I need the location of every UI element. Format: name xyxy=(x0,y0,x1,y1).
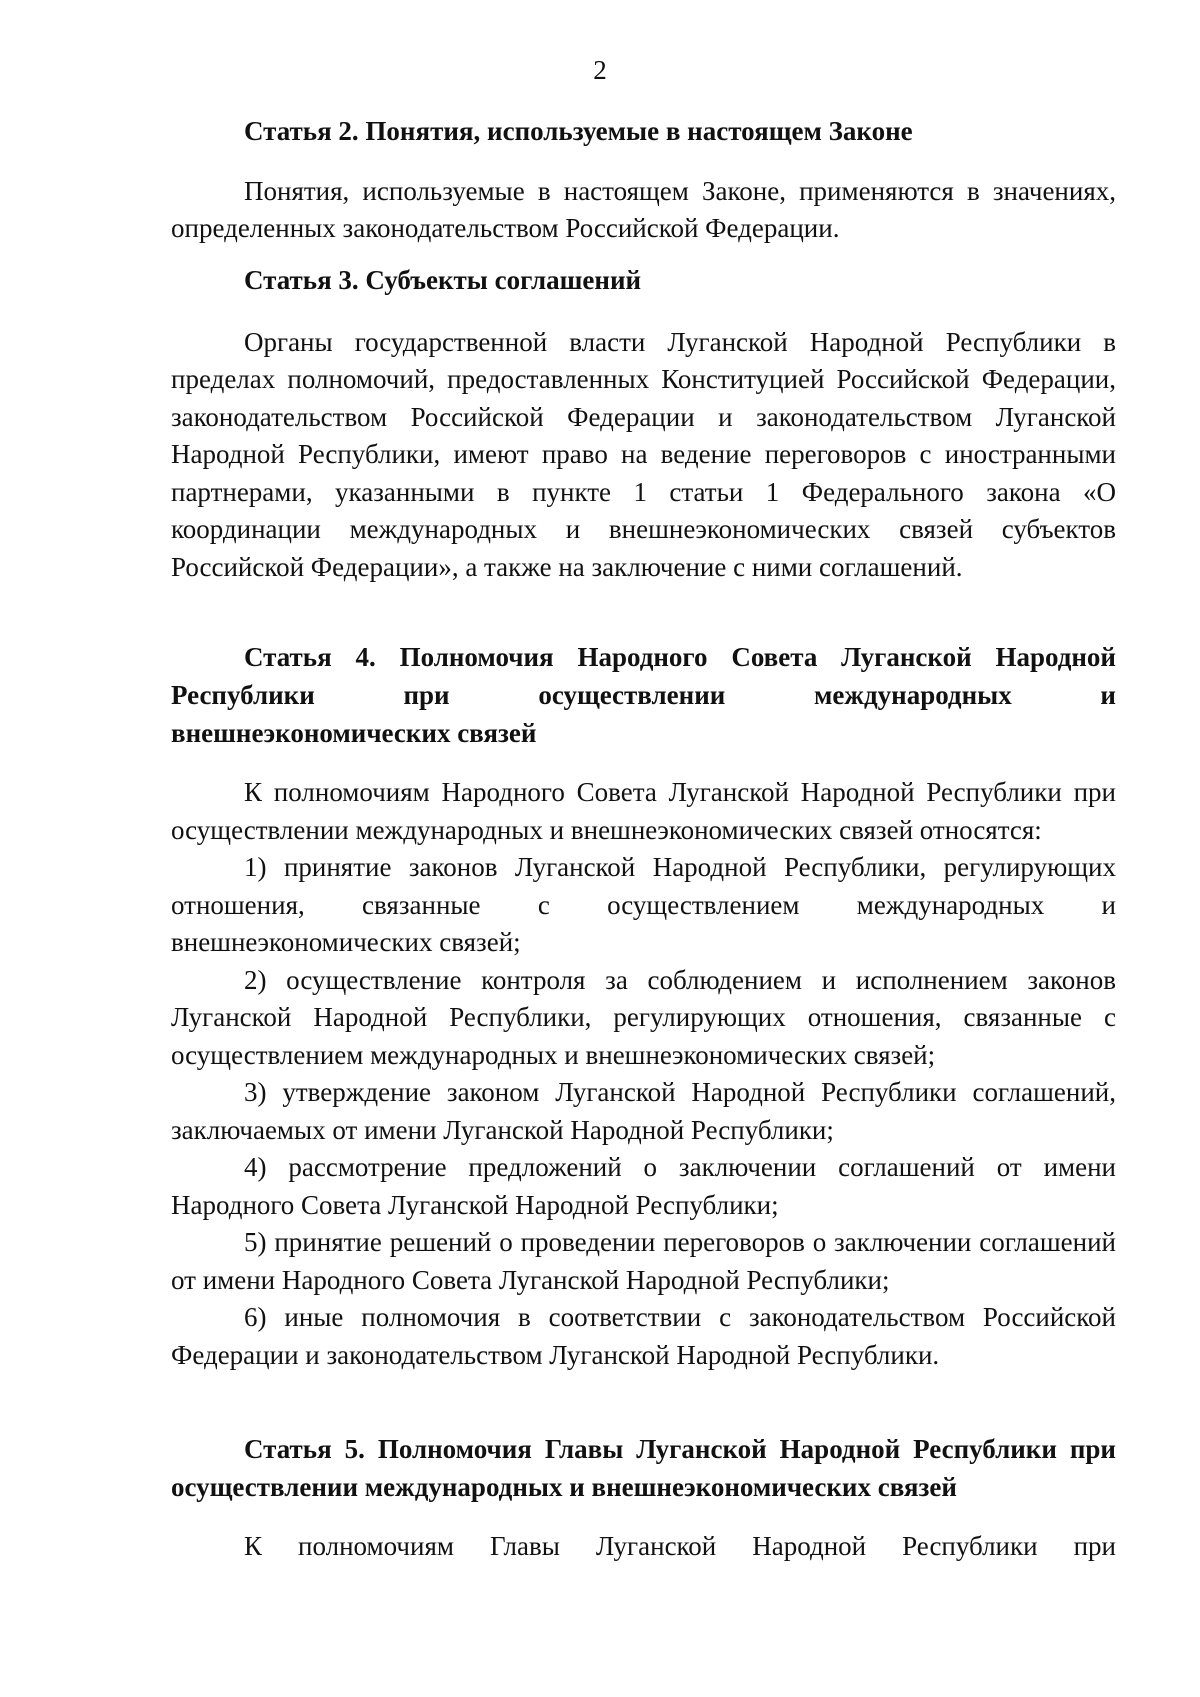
article-4-intro: К полномочиям Народного Совета Луганской Народной Республики при осуществлении международных и внешнеэкономических связей относятся: xyxy=(171,777,1116,845)
article-5 xyxy=(171,1430,1116,1566)
article-2-text: Понятия, используемые в настоящем Законе, применяются в значениях, определенных законодательством Российской Федерации. xyxy=(171,175,1116,243)
article-4-heading-end: внешнеэкономических связей xyxy=(171,718,537,748)
article-4 xyxy=(171,638,1116,1374)
list-item: 4) рассмотрение предложений о заключении соглашений от имени Народного Совета Луганской Народной Республики; xyxy=(171,1152,1116,1220)
list-item: 3) утверждение законом Луганской Народной Республики соглашений, заключаемых от имени Луганской Народной Республики; xyxy=(171,1077,1116,1145)
list-item: 2) осуществление контроля за соблюдением и исполнением законов Луганской Народной Республики, регулирующих отношения, связанные с осуществлением международных и внешнеэкономических связей; xyxy=(171,964,1116,1070)
article-5-text: К полномочиям Главы Луганской Народной Республики при xyxy=(244,1531,1116,1561)
list-item: 6) иные полномочия в соответствии с законодательством Российской Федерации и законодательством Луганской Народной Республики. xyxy=(171,1302,1116,1370)
list-item: 5) принятие решений о проведении переговоров о заключении соглашений от имени Народного Совета Луганской Народной Республики; xyxy=(171,1227,1116,1295)
article-4-heading: Статья 4. Полномочия Народного Совета Луганской Народной Республики при осуществлении международных и xyxy=(171,642,1116,710)
article-2 xyxy=(171,113,1116,248)
article-3-text: Органы государственной власти Луганской Народной Республики в пределах полномочий, предоставленных Конституцией Российской Федерации, законодательством Российской Федерации и законодательством Луганской Народной Республики, имеют право на ведение переговоров с иностранными партнерами, указанными в пункте 1 статьи 1 Федерального закона «О координации международных и внешнеэкономических связей субъектов Российской Федерации», а также на заключение с ними соглашений. xyxy=(171,326,1116,582)
article-3 xyxy=(171,262,1116,586)
article-2-heading: Статья 2. Понятия, используемые в настоящем Законе xyxy=(244,116,913,146)
page-number: 2 xyxy=(593,55,607,85)
article-3-heading: Статья 3. Субъекты соглашений xyxy=(244,265,642,295)
list-item: 1) принятие законов Луганской Народной Республики, регулирующих отношения, связанные с осуществлением международных и внешнеэкономических связей; xyxy=(171,852,1116,957)
article-5-heading: Статья 5. Полномочия Главы Луганской Народной Республики при осуществлении международных и внешнеэкономических связей xyxy=(171,1434,1116,1502)
